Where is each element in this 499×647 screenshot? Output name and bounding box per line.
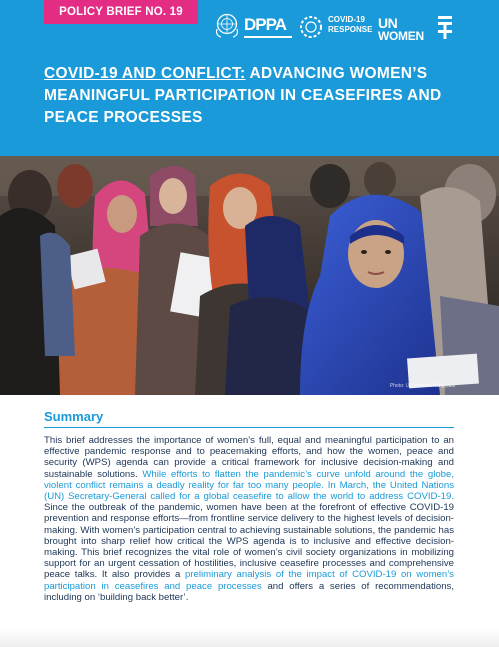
un-women-line2: WOMEN	[378, 29, 424, 43]
policy-brief-badge: POLICY BRIEF NO. 19	[44, 0, 198, 24]
page-title	[44, 63, 464, 129]
partner-logos	[214, 12, 489, 44]
summary-part-3: Since the outbreak of the pandemic, women have been at the forefront of effective COVID-19 prevention and response efforts—from frontline service delivery to the highest levels of decision-making. With women’s participation central to achieving sustainable solutions, the pandemic has brought into sharp relief how critical the WPS agenda is to inclusive and effective decision-making. This brief recognizes the vital role of women’s civil society organizations in mobilizing support for an urgent cessation of hostilities, inclusive ceasefire processes and comprehensive peace talks. It also provides a	[44, 502, 454, 581]
summary-part-5: and offers a series of recommendations, including on ‘building back better’.	[44, 580, 454, 603]
dppa-logo-text: DPPA	[244, 15, 286, 34]
women-queue-photo	[0, 156, 499, 395]
un-emblem-icon	[214, 12, 240, 42]
covid-response-logo	[298, 12, 373, 42]
covid-ring-icon	[298, 14, 324, 40]
summary-paragraph	[44, 435, 454, 603]
summary-divider	[44, 427, 454, 428]
un-women-line1: UN	[378, 15, 398, 31]
title-kicker: COVID-19 AND CONFLICT:	[44, 65, 246, 82]
page-footer-shade	[0, 628, 499, 647]
summary-part-2: While efforts to flatten the pandemic’s curve unfold around the globe, violent conflict remains a deadly reality for far too many people. In March, the United Nations (UN) Secretary-General called for a global ceasefire to allow the world to address COVID-19.	[44, 468, 455, 503]
summary-part-4: preliminary analysis of the impact of COVID-19 on women’s participation in ceasefires and peace processes	[44, 569, 454, 592]
summary-heading: Summary	[44, 409, 104, 424]
title-rest: ADVANCING WOMEN’S MEANINGFUL PARTICIPATION IN CEASEFIRES AND PEACE PROCESSES	[44, 65, 442, 126]
header-banner	[0, 0, 499, 156]
dppa-logo	[244, 12, 296, 42]
cover-photo	[0, 156, 499, 395]
un-women-symbol-icon	[437, 15, 453, 41]
un-women-logo	[378, 12, 454, 42]
covid-logo-line2: RESPONSE	[328, 25, 373, 34]
photo-credit: Photo: UN Women/Nangyalai	[389, 383, 455, 389]
summary-part-1: This brief addresses the importance of women’s full, equal and meaningful participation to an effective pandemic response and to peacemaking efforts, and how the women, peace and security (WPS) agenda can provide a critical framework for inclusive decision-making and sustainable solutions.	[44, 435, 454, 480]
covid-logo-line1: COVID-19	[328, 15, 365, 24]
